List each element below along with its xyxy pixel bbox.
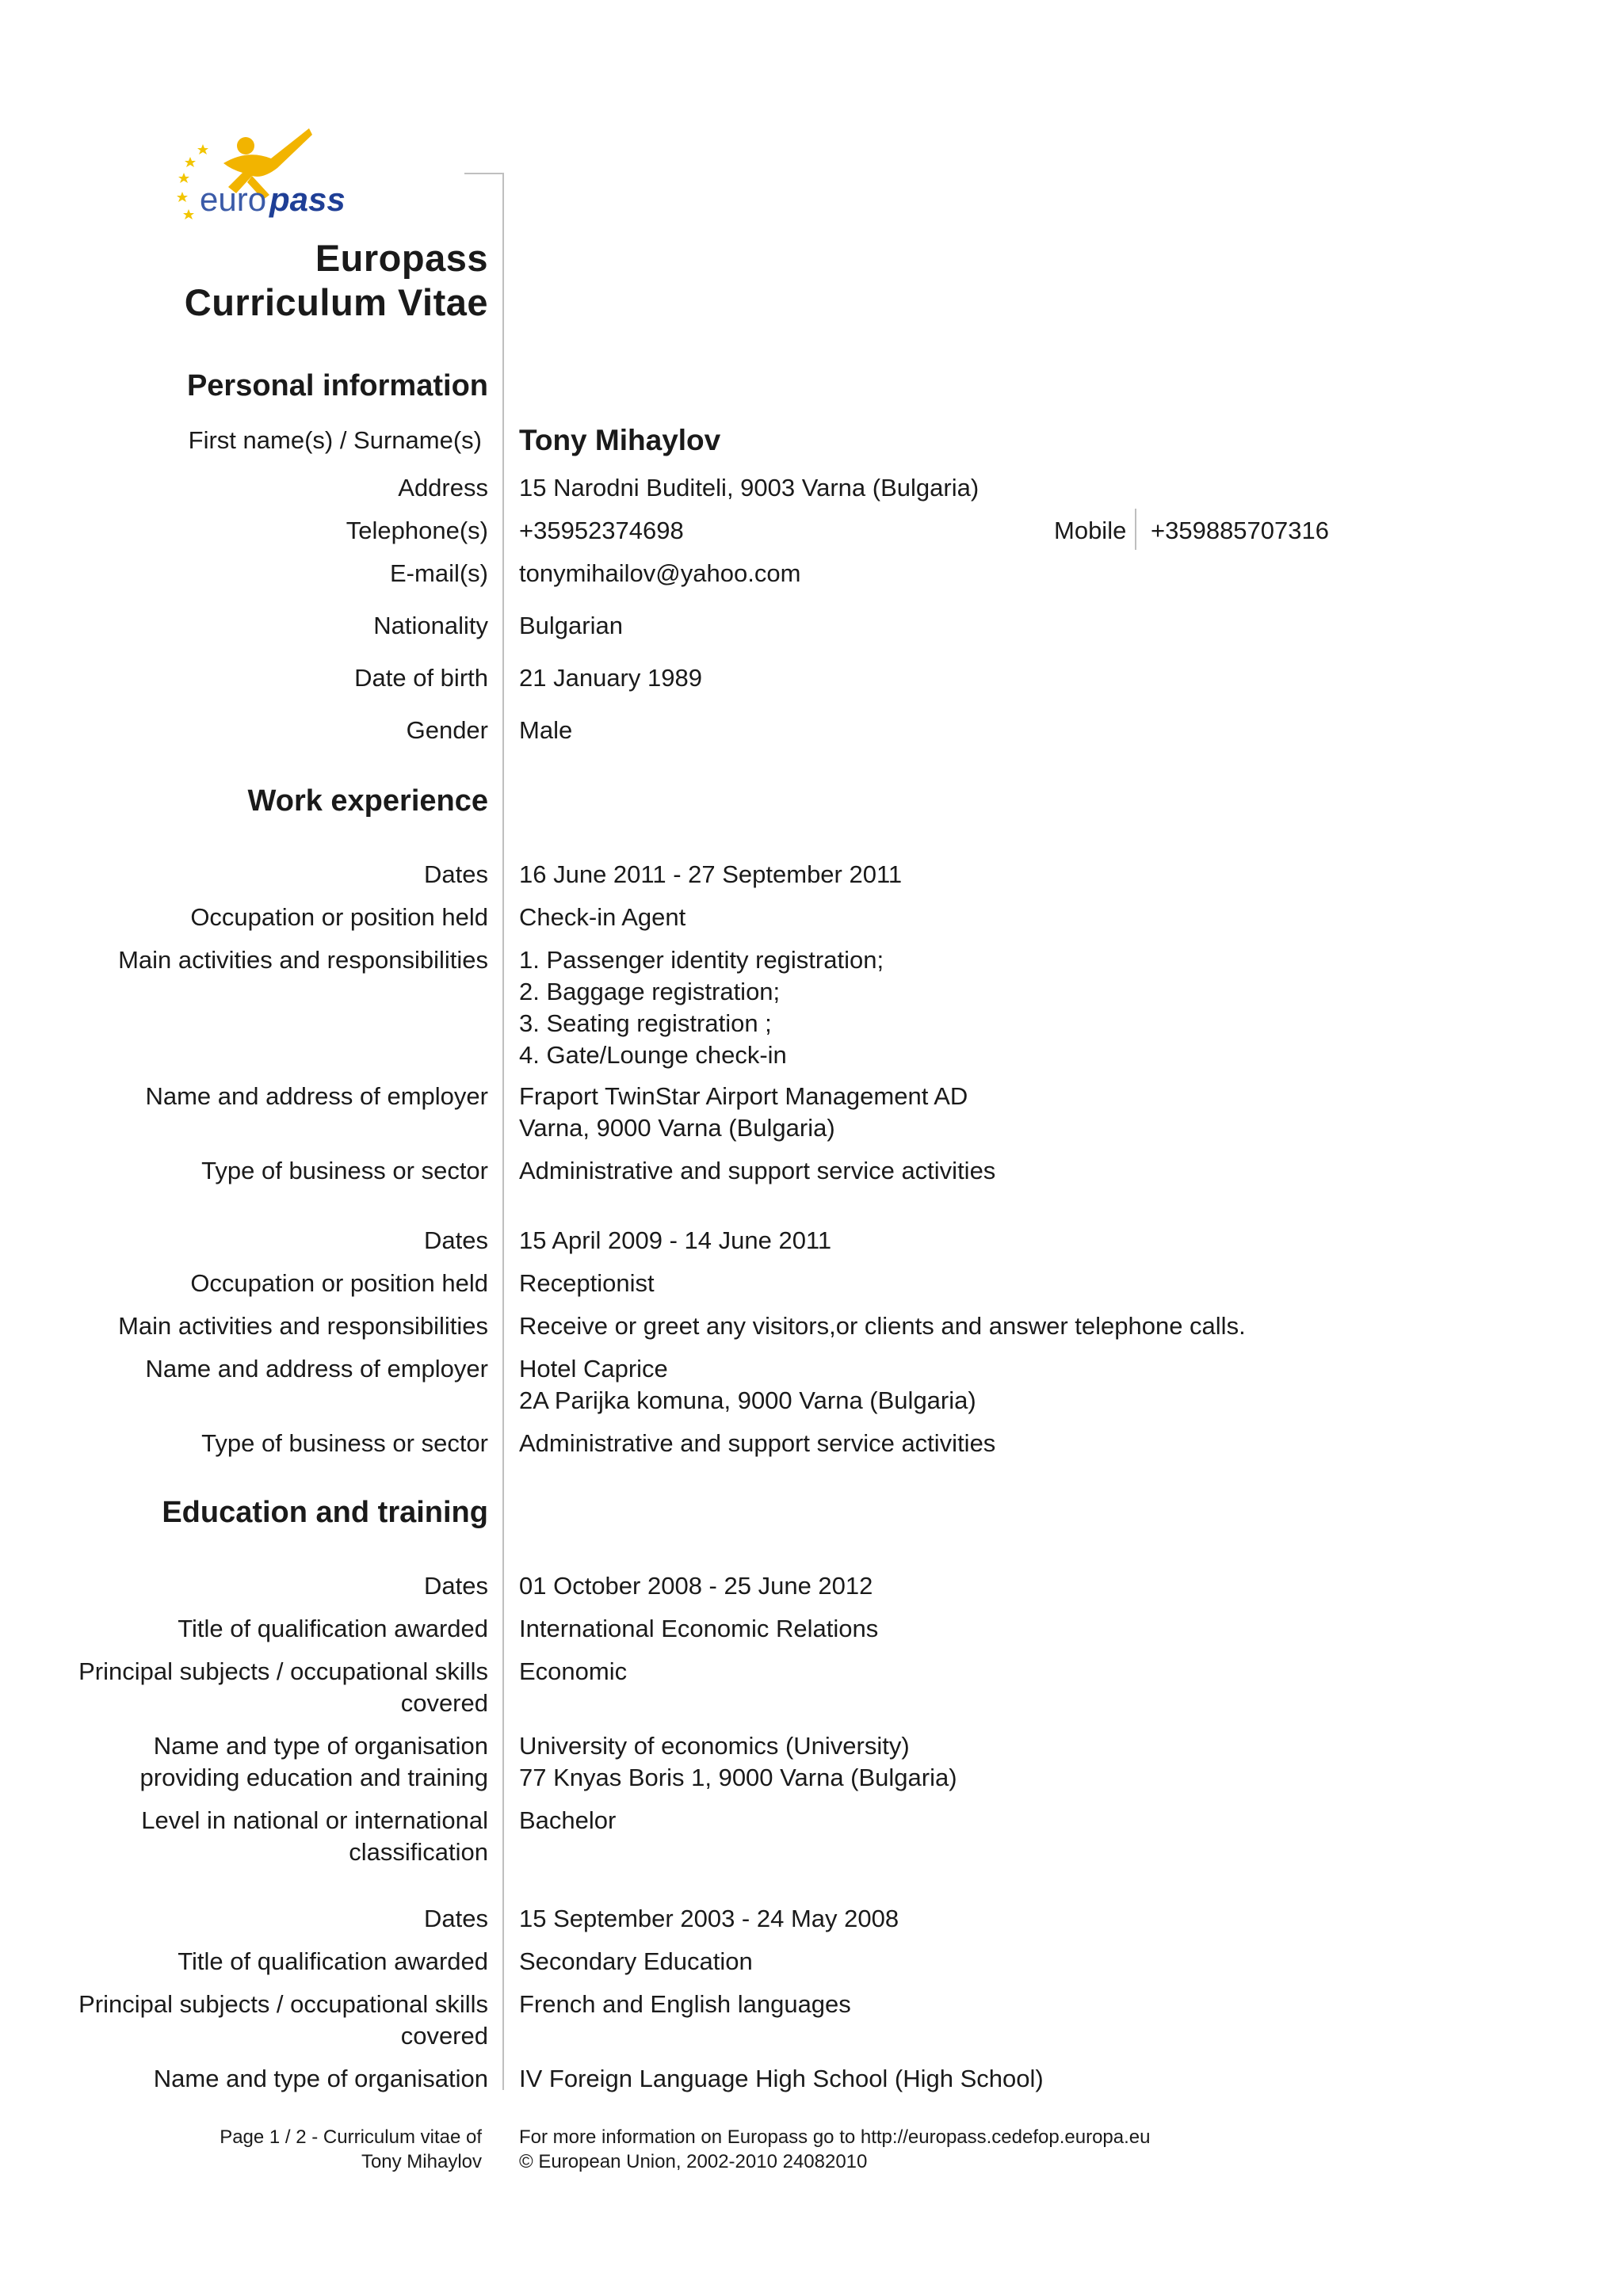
edu-1-org-address: 77 Knyas Boris 1, 9000 Varna (Bulgaria) [519,1764,957,1791]
footer-page-line-1: Page 1 / 2 - Curriculum vitae of [220,2126,482,2148]
gender-label: Gender [406,716,488,744]
edu-1-level-label-line-2: classification [349,1838,488,1866]
job-2-employer-address: 2A Parijka komuna, 9000 Varna (Bulgaria) [519,1386,976,1414]
telephone-value: +35952374698 [519,517,684,544]
job-2-employer [519,1353,976,1417]
section-heading-personal: Personal information [186,369,488,402]
job-2-employer-name: Hotel Caprice [519,1355,668,1383]
dob-value: 21 January 1989 [519,664,702,692]
edu-1-level: Bachelor [519,1806,617,1834]
nationality-label: Nationality [373,612,488,639]
job-2-activities-label: Main activities and responsibilities [118,1312,488,1340]
section-heading-education: Education and training [162,1496,488,1529]
edu-1-level-label [141,1805,488,1868]
job-2-activities: Receive or greet any visitors,or clients and answer telephone calls. [519,1312,1246,1340]
edu-1-title-label: Title of qualification awarded [178,1615,488,1642]
edu-2-subjects-label-line-1: Principal subjects / occupational skills [78,1990,488,2018]
address-label: Address [398,474,488,502]
document-title [185,236,488,325]
edu-2-dates-label: Dates [424,1905,488,1932]
edu-1-org-name: University of economics (University) [519,1732,910,1760]
job-1-sector-label: Type of business or sector [201,1157,488,1184]
job-1-activity-1: 1. Passenger identity registration; [519,946,884,974]
mobile-value: +359885707316 [1151,517,1329,544]
job-1-activities-label: Main activities and responsibilities [118,946,488,974]
edu-2-org-label: Name and type of organisation [153,2065,488,2092]
footer-europass-info [519,2125,1150,2174]
job-1-activity-3: 3. Seating registration ; [519,1009,772,1037]
email-label: E-mail(s) [390,559,488,587]
edu-1-subjects: Economic [519,1657,628,1685]
job-1-occupation: Check-in Agent [519,903,686,931]
divider-top [464,173,504,174]
edu-2-subjects-label-line-2: covered [400,2022,488,2050]
job-2-sector-label: Type of business or sector [201,1429,488,1457]
edu-2-title: Secondary Education [519,1947,753,1975]
edu-2-org: IV Foreign Language High School (High School) [519,2065,1044,2092]
address-value: 15 Narodni Buditeli, 9003 Varna (Bulgaria) [519,474,980,502]
footer-info-line-1: For more information on Europass go to http://europass.cedefop.europa.eu [519,2126,1151,2148]
name-value: Tony Mihaylov [519,424,721,456]
title-line-1: Europass [315,237,488,279]
mobile-separator [1135,509,1136,550]
nationality-value: Bulgarian [519,612,623,639]
logo-text-pass: pass [269,181,346,218]
footer-page-info [220,2125,482,2174]
job-2-employer-label: Name and address of employer [145,1355,488,1383]
mobile-label: Mobile [1054,517,1127,544]
edu-2-subjects-label [78,1989,488,2052]
edu-1-subjects-label-line-2: covered [400,1689,488,1717]
gender-value: Male [519,716,573,744]
edu-1-org-label [140,1730,488,1794]
job-2-dates-label: Dates [424,1226,488,1254]
edu-1-dates: 01 October 2008 - 25 June 2012 [519,1572,873,1600]
name-label: First name(s) / Surname(s) [188,426,482,454]
europass-logo-graphic [176,117,366,228]
section-heading-work: Work experience [247,784,488,818]
logo-text-euro: euro [200,181,267,218]
divider-vertical [502,173,504,2090]
footer-info-line-2: © European Union, 2002-2010 24082010 [519,2151,868,2172]
edu-2-subjects: French and English languages [519,1990,851,2018]
job-1-occupation-label: Occupation or position held [190,903,488,931]
job-1-employer-address: Varna, 9000 Varna (Bulgaria) [519,1114,835,1142]
job-1-employer-label: Name and address of employer [145,1082,488,1110]
edu-1-subjects-label-line-1: Principal subjects / occupational skills [78,1657,488,1685]
edu-1-title: International Economic Relations [519,1615,879,1642]
job-1-dates: 16 June 2011 - 27 September 2011 [519,860,903,888]
job-1-sector: Administrative and support service activities [519,1157,996,1184]
job-2-occupation: Receptionist [519,1269,655,1297]
job-1-employer-name: Fraport TwinStar Airport Management AD [519,1082,968,1110]
title-line-2: Curriculum Vitae [184,281,488,323]
job-1-activities [519,944,884,1071]
job-2-occupation-label: Occupation or position held [190,1269,488,1297]
edu-1-org-label-line-2: providing education and training [139,1764,488,1791]
edu-1-org-label-line-1: Name and type of organisation [153,1732,488,1760]
job-1-employer [519,1081,968,1144]
email-value: tonymihailov@yahoo.com [519,559,801,587]
job-1-activity-2: 2. Baggage registration; [519,978,781,1005]
telephone-label: Telephone(s) [346,517,488,544]
edu-2-dates: 15 September 2003 - 24 May 2008 [519,1905,899,1932]
europass-logo [176,117,366,228]
edu-1-subjects-label [78,1656,488,1719]
job-1-dates-label: Dates [424,860,488,888]
edu-2-title-label: Title of qualification awarded [178,1947,488,1975]
job-2-dates: 15 April 2009 - 14 June 2011 [519,1226,832,1254]
job-2-sector: Administrative and support service activities [519,1429,996,1457]
edu-1-level-label-line-1: Level in national or international [141,1806,488,1834]
footer-page-line-2: Tony Mihaylov [361,2151,482,2172]
edu-1-dates-label: Dates [424,1572,488,1600]
dob-label: Date of birth [354,664,488,692]
edu-1-org [519,1730,957,1794]
job-1-activity-4: 4. Gate/Lounge check-in [519,1041,787,1069]
